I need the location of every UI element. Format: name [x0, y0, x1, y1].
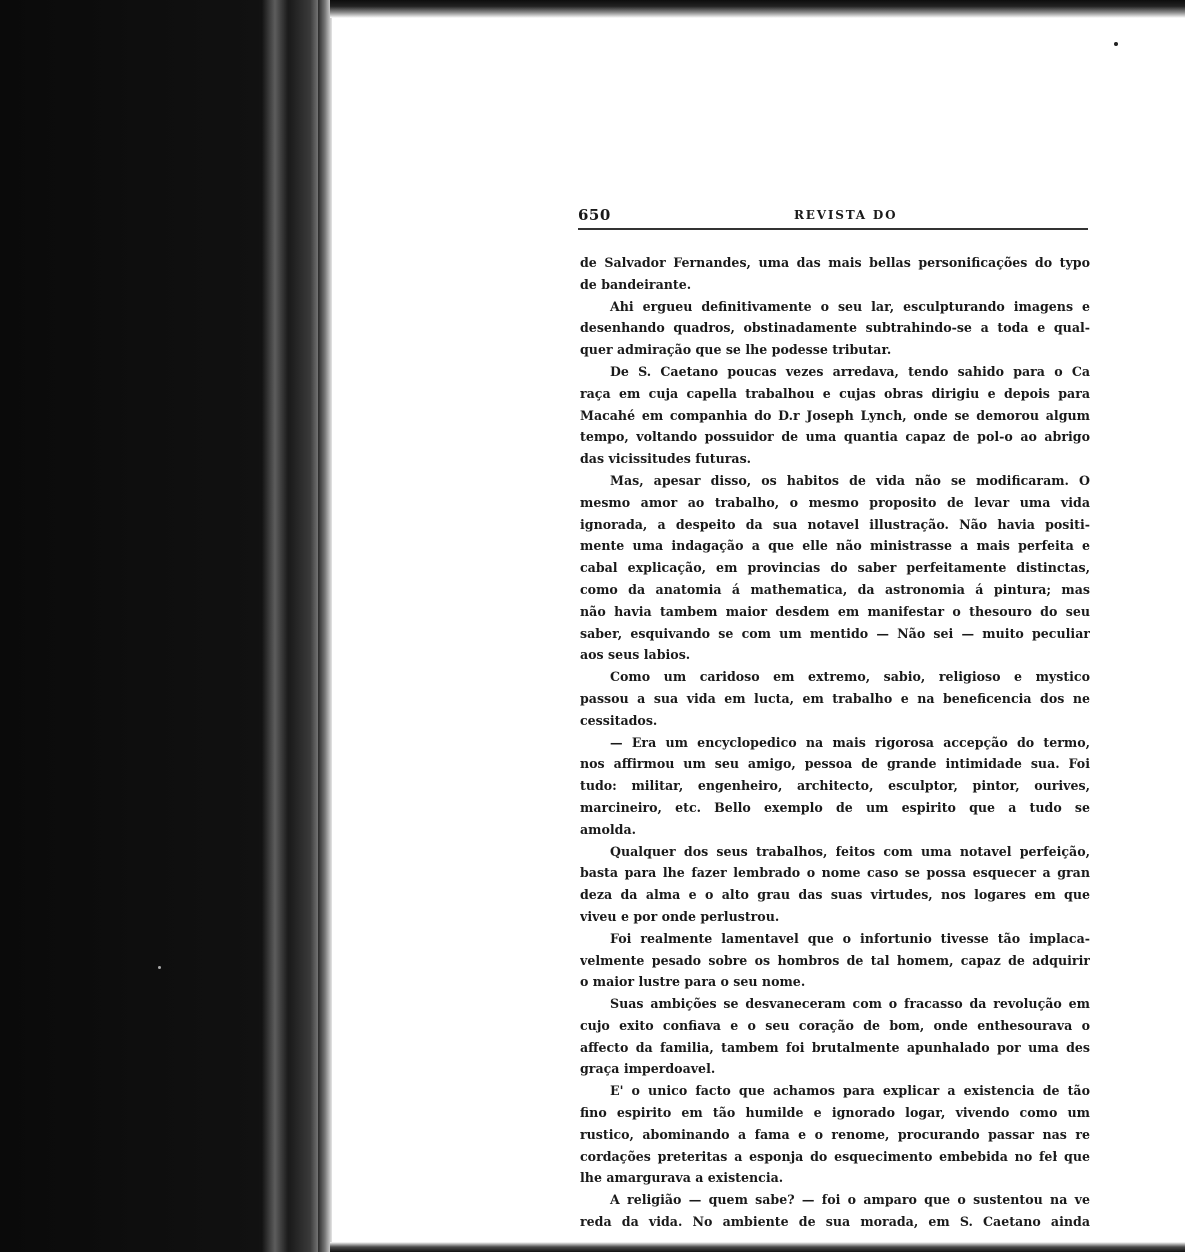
- text-line: amolda.: [580, 821, 637, 837]
- text-line: das vicissitudes futuras.: [580, 451, 752, 467]
- running-head: REVISTA DO: [794, 208, 898, 222]
- text-line: — Era um encyclopedico na mais rigorosa accepção do termo,: [610, 734, 1090, 750]
- text-line: A religião — quem sabe? — foi o amparo que o sustentou na ve: [610, 1192, 1090, 1208]
- text-line: lhe amargurava a existencia.: [580, 1170, 784, 1186]
- page-header: [578, 206, 1088, 230]
- text-line: rustico, abominando a fama e o renome, procurando passar nas re: [580, 1126, 1090, 1142]
- text-line: de Salvador Fernandes, uma das mais bellas personificações do typo: [580, 255, 1090, 270]
- ink-speck: [1114, 42, 1118, 46]
- text-line: desenhando quadros, obstinadamente subtrahindo-se a toda e qual-: [580, 320, 1090, 336]
- text-line: cabal explicação, em provincias do saber perfeitamente distinctas,: [580, 560, 1090, 576]
- text-line: quer admiração que se lhe podesse tributar.: [580, 342, 892, 358]
- text-line: cordações preteritas a esponja do esquecimento embebida no fel que: [580, 1148, 1090, 1164]
- text-line: Macahé em companhia do D.r Joseph Lynch, onde se demorou algum: [580, 407, 1090, 423]
- text-line: De S. Caetano poucas vezes arredava, tendo sahido para o Ca: [610, 363, 1090, 379]
- text-line: mente uma indagação a que elle não ministrasse a mais perfeita e: [580, 538, 1090, 554]
- text-line: Como um caridoso em extremo, sabio, religioso e mystico: [610, 669, 1090, 685]
- text-line: marcineiro, etc. Bello exemplo de um espirito que a tudo se: [580, 799, 1090, 815]
- text-line: mesmo amor ao trabalho, o mesmo proposito de levar uma vida: [580, 494, 1090, 510]
- bottom-shadow: [330, 1242, 1185, 1252]
- body-text: [580, 252, 1090, 1233]
- text-line: reda da vida. No ambiente de sua morada, em S. Caetano ainda: [580, 1214, 1090, 1230]
- top-shadow: [330, 0, 1185, 18]
- text-line: E' o unico facto que achamos para explicar a existencia de tão: [610, 1083, 1090, 1099]
- binding-streak: [262, 0, 288, 1252]
- text-line: passou a sua vida em lucta, em trabalho e na beneficencia dos ne: [580, 690, 1090, 706]
- text-line: não havia tambem maior desdem em manifestar o thesouro do seu: [580, 603, 1090, 619]
- text-line: cujo exito confiava e o seu coração de bom, onde enthesourava o: [580, 1017, 1090, 1033]
- text-line: fino espirito em tão humilde e ignorado logar, vivendo como um: [580, 1105, 1090, 1121]
- text-line: tudo: militar, engenheiro, architecto, esculptor, pintor, ourives,: [580, 778, 1090, 794]
- page-edge: [318, 0, 332, 1252]
- page-number: 650: [578, 206, 611, 224]
- text-line: cessitados.: [580, 712, 658, 728]
- text-line: saber, esquivando se com um mentido — Não sei — muito peculiar: [580, 625, 1090, 641]
- text-line: affecto da familia, tambem foi brutalmente apunhalado por uma des: [580, 1039, 1090, 1055]
- text-line: como da anatomia á mathematica, da astronomia á pintura; mas: [580, 581, 1090, 597]
- header-rule: [578, 228, 1088, 230]
- text-line: aos seus labios.: [580, 647, 691, 663]
- text-line: de bandeirante.: [580, 276, 692, 292]
- text-line: ignorada, a despeito da sua notavel illustração. Não havia positi-: [580, 516, 1090, 532]
- text-line: velmente pesado sobre os hombros de tal homem, capaz de adquirir: [580, 952, 1090, 968]
- ink-speck: [158, 966, 161, 969]
- text-line: Qualquer dos seus trabalhos, feitos com uma notavel perfeição,: [610, 843, 1090, 859]
- text-line: o maior lustre para o seu nome.: [580, 974, 806, 990]
- text-line: Suas ambições se desvaneceram com o fracasso da revolução em: [610, 996, 1090, 1012]
- text-line: raça em cuja capella trabalhou e cujas obras dirigiu e depois para: [580, 385, 1090, 401]
- text-line: graça imperdoavel.: [580, 1061, 716, 1077]
- text-line: Foi realmente lamentavel que o infortunio tivesse tão implaca-: [610, 930, 1090, 946]
- text-line: nos affirmou um seu amigo, pessoa de grande intimidade sua. Foi: [580, 756, 1090, 772]
- text-line: basta para lhe fazer lembrado o nome caso se possa esquecer a gran: [580, 865, 1090, 881]
- text-line: deza da alma e o alto grau das suas virtudes, nos logares em que: [580, 887, 1090, 903]
- text-line: tempo, voltando possuidor de uma quantia capaz de pol-o ao abrigo: [580, 429, 1090, 445]
- text-line: Mas, apesar disso, os habitos de vida não se modificaram. O: [610, 472, 1090, 488]
- text-line: viveu e por onde perlustrou.: [580, 908, 780, 924]
- text-line: Ahi ergueu definitivamente o seu lar, esculpturando imagens e: [610, 298, 1090, 314]
